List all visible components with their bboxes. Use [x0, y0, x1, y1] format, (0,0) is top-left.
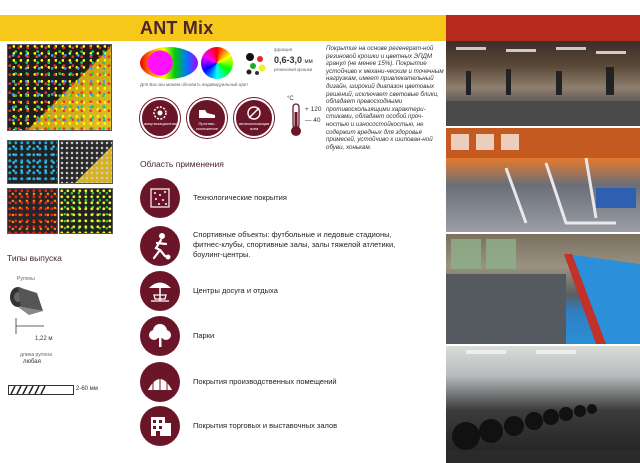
application-text: Технологические покрытия: [193, 193, 287, 202]
photo-gym-machines: [446, 128, 640, 232]
header-band-yellow: [0, 15, 446, 41]
roll-icon: [9, 285, 43, 317]
applications-heading: Область применения: [140, 159, 224, 169]
application-text: Центры досуга и отдыха: [193, 286, 278, 295]
roll-length-value: любая: [23, 359, 41, 365]
football-player-icon: [140, 226, 180, 266]
temperature-max: + 120: [305, 106, 322, 113]
color-spectrum-icon: [140, 47, 198, 79]
roll-label: Рулоны: [17, 276, 35, 282]
roll-width-value: 1,22 м: [35, 336, 53, 342]
width-dimension-line: [14, 316, 54, 336]
application-icon-badge: [140, 316, 180, 356]
property-badge-shock: [140, 98, 180, 138]
application-text: Парки: [193, 331, 215, 340]
application-icon-badge: [140, 271, 180, 311]
release-types-heading: Типы выпуска: [7, 253, 62, 263]
fraction-value: 0,6-3,0 мм: [274, 55, 313, 65]
application-icon-badge: [140, 406, 180, 446]
beach-umbrella-icon: [140, 271, 180, 311]
temperature-min: — 40: [305, 117, 321, 124]
property-badge-shoe: [187, 98, 227, 138]
pool-photo: [446, 234, 640, 344]
anti-slip-icon: [245, 105, 263, 121]
fraction-label: фракция: [274, 47, 293, 52]
property-label: амортизационная: [144, 121, 178, 126]
application-text: Покрытия производственных помещений: [193, 377, 337, 386]
gym-hall-photo: [446, 41, 640, 126]
dumbbells-photo: [446, 346, 640, 463]
photo-pool: [446, 234, 640, 344]
fraction-sub: резиновой крошки: [274, 67, 313, 72]
product-description: Покрытие на основе регенерат-ной резиновой крошки и цветных ЭПДМ гранул (не менее 15%). Покрытие устойчиво к механи-ческим и точечным нагрузкам, имеет привлекательный дизайн, широкий диапазон цветовых решений, исключает световые блики, обладает превосходными противоскользящими характери-стиками, обладает особой проч-ностью и износостойкостью, не содержит вредных для здоровья примесей, устойчиво к шипован-ной обуви, хонькам.: [326, 45, 444, 151]
granule-dots-icon: [244, 51, 268, 77]
application-icon-badge: [140, 362, 180, 402]
temperature-unit: °C: [287, 96, 294, 102]
hangar-icon: [140, 362, 180, 402]
color-wheel-icon: [201, 47, 233, 79]
shock-absorption-icon: [151, 105, 169, 121]
sample-swatch-red: [7, 188, 58, 234]
sample-swatch-yellow: [59, 188, 113, 234]
thermometer-icon: [286, 98, 306, 138]
thickness-value: 2-60 мм: [76, 386, 98, 392]
thickness-icon: [8, 385, 74, 395]
gym-machines-photo: [446, 128, 640, 232]
roll-length-label: длина рулона: [20, 352, 52, 358]
property-label: антискользящая зона: [238, 121, 270, 131]
photo-dumbbells: [446, 346, 640, 463]
sample-swatch-main: [7, 44, 112, 131]
sample-swatch-grey: [59, 140, 113, 184]
application-icon-badge: [140, 178, 180, 218]
property-badge-antislip: [234, 98, 274, 138]
page-title: ANT Mix: [140, 18, 214, 38]
application-icon-badge: [140, 226, 180, 266]
application-text: Покрытия торговых и выставочных залов: [193, 421, 338, 430]
property-label: Противо-скольжение: [196, 121, 218, 131]
building-icon: [140, 406, 180, 446]
sample-swatch-blue: [7, 140, 58, 184]
tree-icon: [140, 316, 180, 356]
application-text: Спортивные объекты: футбольные и ледовые стадионы, фитнес-клубы, спортивные залы, залы тяжелой атлетики, боулинг-центры.: [193, 230, 396, 259]
header-band-red: [446, 15, 640, 41]
color-note: Для Вас мы можем обновить индивидуальный цвет: [140, 82, 249, 87]
shoe-icon: [197, 106, 217, 120]
texture-icon: [140, 178, 180, 218]
photo-gym-hall: [446, 41, 640, 126]
